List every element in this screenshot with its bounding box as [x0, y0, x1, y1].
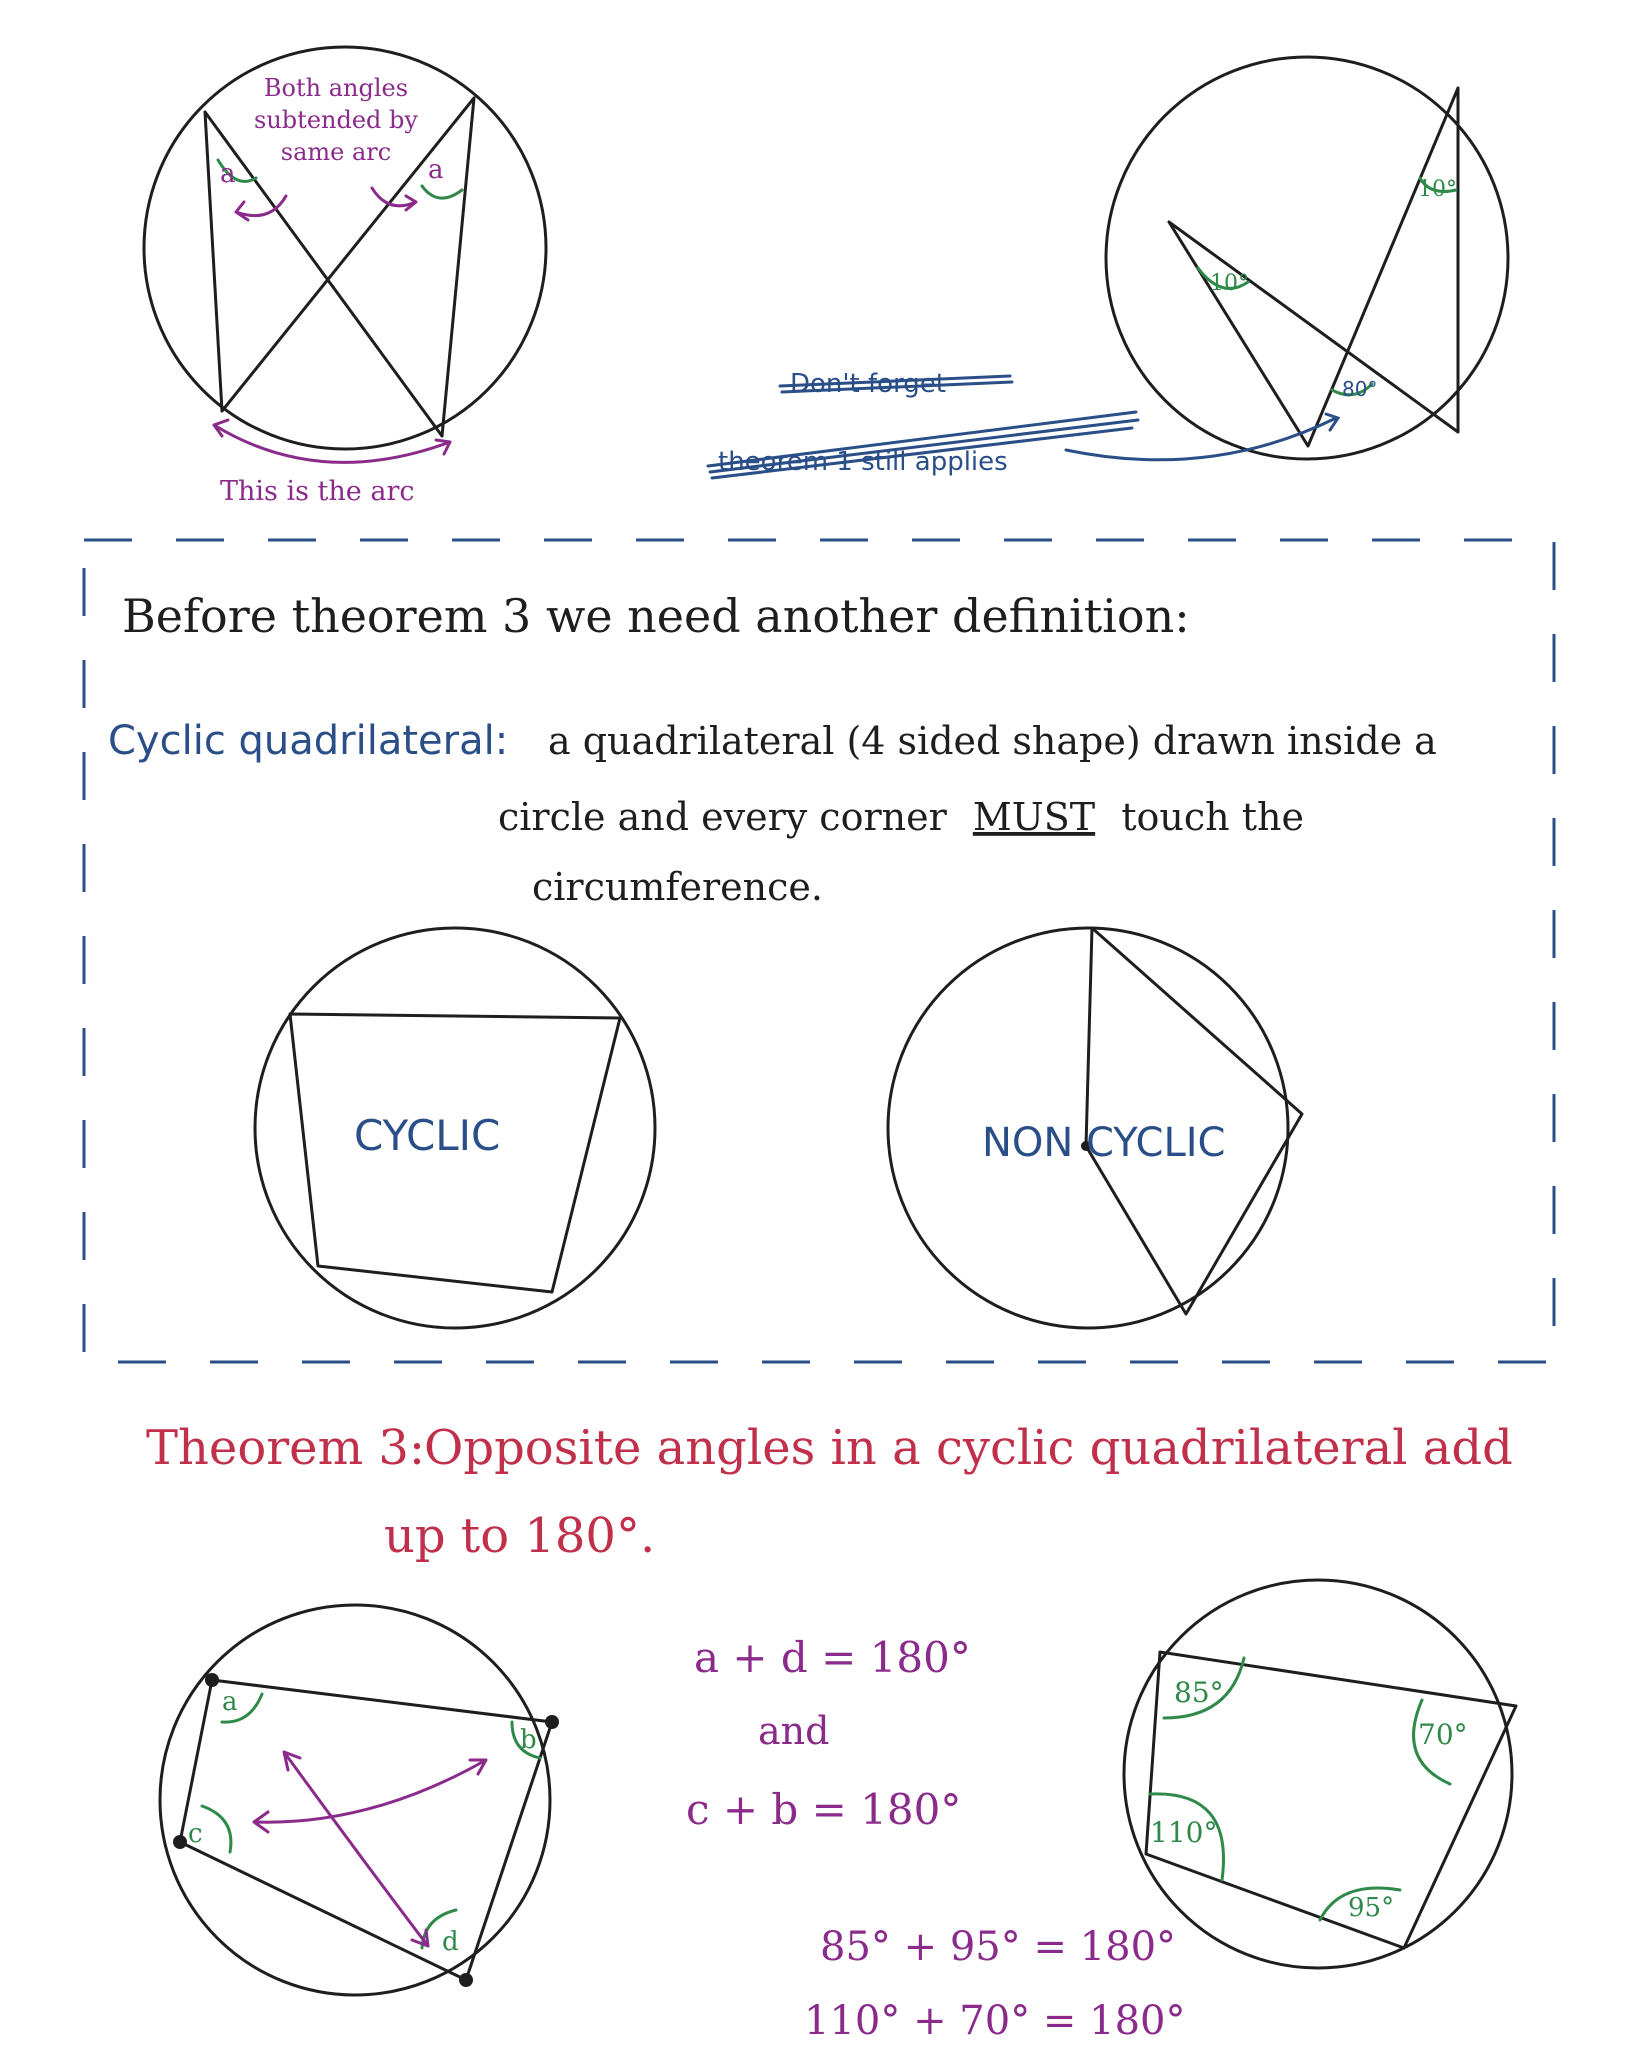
definition-term: Cyclic quadrilateral:: [108, 718, 509, 764]
angle-label-right: a: [428, 155, 444, 185]
diagram-opposite-angles: [160, 1605, 559, 1995]
label-cyclic: CYCLIC: [354, 1111, 501, 1160]
equation-c-b: c + b = 180°: [686, 1785, 962, 1834]
angle-value-70: 70°: [1418, 1718, 1468, 1751]
theorem-3-label: Theorem 3:: [146, 1420, 426, 1476]
same-arc-note: Both angles subtended by same arc: [254, 74, 418, 166]
angle-value-85: 85°: [1174, 1676, 1224, 1709]
equation-110-70: 110° + 70° = 180°: [804, 1998, 1186, 2044]
angle-letter-d: d: [442, 1927, 459, 1957]
definition-line-1: a quadrilateral (4 sided shape) drawn inside a: [548, 719, 1437, 763]
vertex-dot-d: [459, 1973, 473, 1987]
circle-bottom-right: [1124, 1580, 1512, 1968]
crossed-out-note: [708, 369, 1338, 478]
angle-value-bottom: 80°: [1342, 377, 1378, 401]
equation-and: and: [758, 1709, 830, 1753]
angle-arc-c: [202, 1806, 231, 1852]
theorem-3-text-line-2: up to 180°.: [384, 1508, 656, 1564]
diagram-numeric-example: [1124, 1580, 1516, 1968]
note-arrow: [1066, 414, 1338, 460]
definition-line-3: circumference.: [532, 865, 823, 909]
crossed-note-line1: Don't forget: [790, 369, 946, 399]
circle-top-right: [1106, 57, 1508, 459]
arc-note: This is the arc: [220, 476, 415, 507]
circle-bottom-left: [160, 1605, 550, 1995]
equations: [686, 1633, 1185, 2044]
definition-emphasis: MUST: [972, 795, 1096, 839]
angle-letter-c: c: [188, 1819, 203, 1849]
theorem-3-text-line-1: Opposite angles in a cyclic quadrilateral add: [424, 1420, 1513, 1476]
angle-letter-b: b: [520, 1725, 537, 1755]
same-arc-note-box: [236, 72, 436, 202]
definition-line-2-pre: circle and every corner: [498, 795, 947, 839]
definition-box: [84, 540, 1554, 1362]
angle-value-left: 10°: [1210, 271, 1249, 296]
arrow-a-d: [284, 1752, 428, 1946]
chords-angles-example: [1169, 88, 1458, 446]
label-noncyclic: NON CYCLIC: [982, 1120, 1226, 1166]
definition-intro: Before theorem 3 we need another definition:: [122, 589, 1190, 643]
equation-a-d: a + d = 180°: [694, 1633, 971, 1682]
vertex-dot-a: [205, 1673, 219, 1687]
diagram-angles-example: [1106, 57, 1508, 459]
dashed-border: [84, 540, 1554, 1362]
equation-85-95: 85° + 95° = 180°: [820, 1924, 1177, 1970]
definition-line-2-post: touch the: [1121, 795, 1304, 839]
vertex-dot-c: [173, 1835, 187, 1849]
theorem-3: [146, 1420, 1513, 1564]
vertex-dot-b: [545, 1715, 559, 1729]
angle-value-95: 95°: [1348, 1893, 1395, 1923]
angle-value-top: 10°: [1418, 177, 1457, 202]
angle-letter-a: a: [222, 1687, 238, 1717]
crossed-note-line2: theorem 1 still applies: [718, 447, 1008, 477]
angle-value-110: 110°: [1150, 1816, 1218, 1849]
diagram-same-arc: [144, 47, 546, 507]
definition-line-2: [498, 795, 1304, 839]
angle-label-left: a: [220, 159, 236, 189]
